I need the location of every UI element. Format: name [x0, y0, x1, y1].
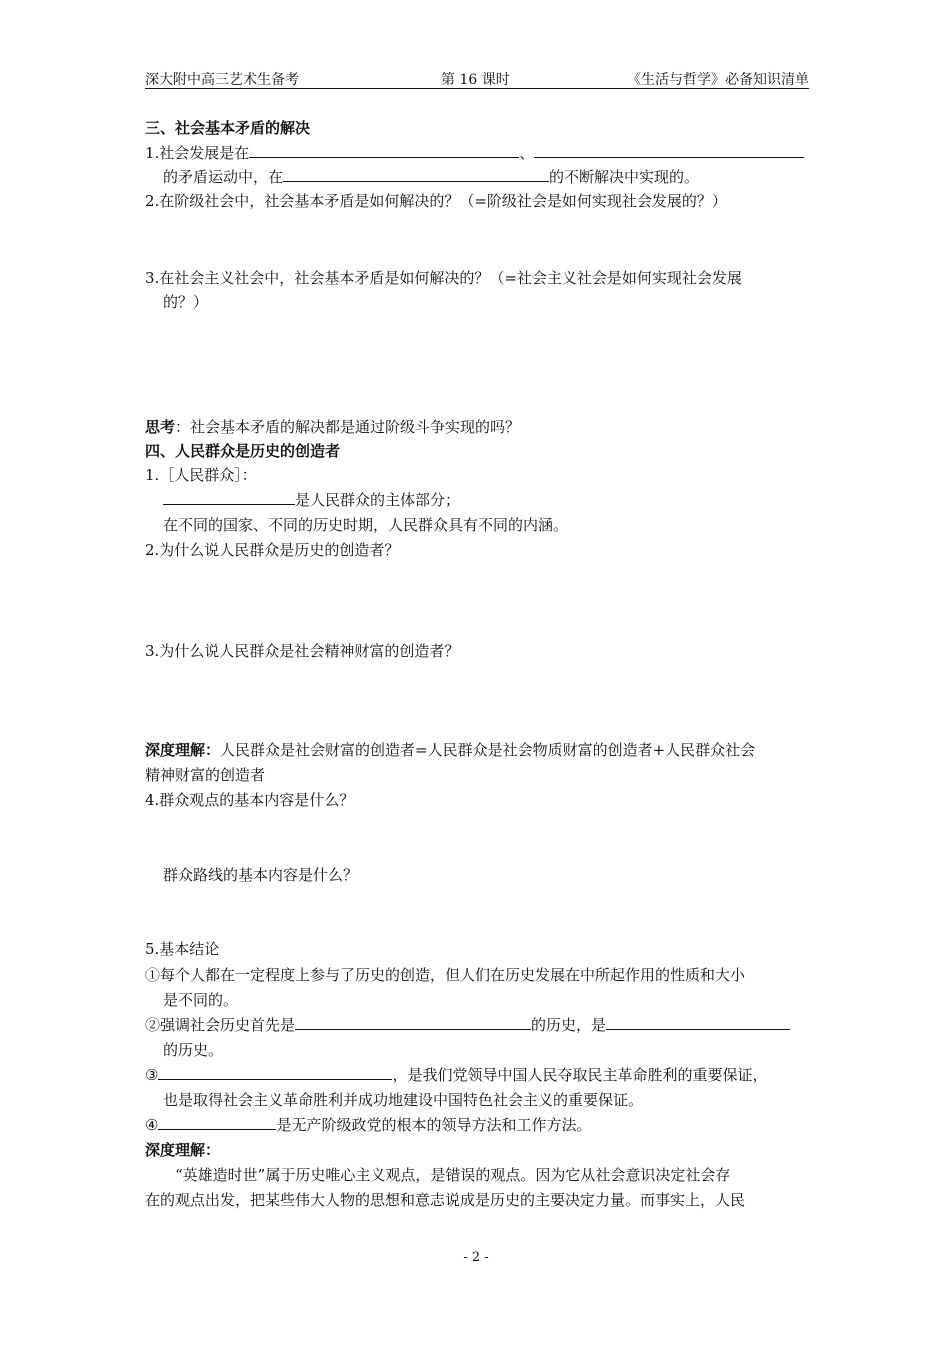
s4-q1-line2: 是人民群众的主体部分； [163, 489, 460, 511]
s4-q3: 3.为什么说人民群众是社会精神财富的创造者？ [145, 642, 460, 660]
fill-blank[interactable] [295, 1014, 531, 1030]
section-4-title: 四、人民群众是历史的创造者 [145, 442, 341, 460]
fill-blank[interactable] [158, 1064, 392, 1080]
s4-q5: 5.基本结论 [145, 940, 220, 958]
fill-blank[interactable] [534, 142, 804, 158]
deep-line1: 深度理解：人民群众是社会财富的创造者=人民群众是社会物质财富的创造者+人民群众社会 [145, 741, 756, 759]
deep-line2: 精神财富的创造者 [145, 766, 266, 784]
s3-q3-line2: 的？） [163, 293, 209, 311]
s4-q1-line3: 在不同的国家、不同的历史时期，人民群众具有不同的内涵。 [163, 516, 569, 534]
s3-q3-line1: 3.在社会主义社会中，社会基本矛盾是如何解决的？（=社会主义社会是如何实现社会发展 [145, 269, 742, 287]
think-label: 思考 [145, 418, 176, 436]
deep2-label: 深度理解： [145, 1141, 221, 1159]
fill-blank[interactable] [249, 142, 519, 158]
header-left: 深大附中高三艺术生备考 [145, 72, 299, 88]
header-center: 第 16 课时 [441, 72, 510, 88]
page-header [145, 66, 809, 89]
para-line2: 在的观点出发，把某些伟大人物的思想和意志说成是历史的主要决定力量。而事实上，人民 [145, 1191, 746, 1209]
s4-q1: 1.［人民群众］： [145, 466, 257, 484]
para-line1: “英雄造时世”属于历史唯心主义观点，是错误的观点。因为它从社会意识决定社会存 [175, 1166, 731, 1184]
fill-blank[interactable] [163, 489, 295, 505]
c2-line1: ②强调社会历史首先是 的历史，是 [145, 1014, 790, 1036]
header-right: 《生活与哲学》必备知识清单 [627, 72, 809, 88]
s4-q4-b: 群众路线的基本内容是什么？ [163, 866, 359, 884]
c1-line1: ①每个人都在一定程度上参与了历史的创造，但人们在历史发展在中所起作用的性质和大小 [145, 966, 746, 984]
s3-q1-line2: 的矛盾运动中，在 的不断解决中实现的。 [163, 168, 700, 186]
fill-blank[interactable] [606, 1014, 790, 1030]
think-line: 思考：社会基本矛盾的解决都是通过阶级斗争实现的吗？ [145, 418, 521, 436]
deep-label: 深度理解： [145, 741, 221, 759]
section-3-title: 三、社会基本矛盾的解决 [145, 119, 311, 137]
c1-line2: 是不同的。 [163, 991, 239, 1009]
page-number: - 2 - [463, 1250, 489, 1265]
s3-q1-line1: 1.社会发展是在 、 [145, 142, 804, 164]
c4-line: ④ 是无产阶级政党的根本的领导方法和工作方法。 [145, 1116, 592, 1134]
fill-blank[interactable] [283, 166, 549, 182]
c2-line2: 的历史。 [163, 1041, 224, 1059]
fill-blank[interactable] [158, 1114, 276, 1130]
c3-line2: 也是取得社会主义革命胜利并成功地建设中国特色社会主义的重要保证。 [163, 1091, 644, 1109]
s4-q2: 2.为什么说人民群众是历史的创造者？ [145, 541, 400, 559]
c3-line1: ③ ，是我们党领导中国人民夺取民主革命胜利的重要保证， [145, 1066, 768, 1084]
s4-q4: 4.群众观点的基本内容是什么？ [145, 791, 355, 809]
s3-q2: 2.在阶级社会中，社会基本矛盾是如何解决的？（=阶级社会是如何实现社会发展的？） [145, 192, 727, 210]
